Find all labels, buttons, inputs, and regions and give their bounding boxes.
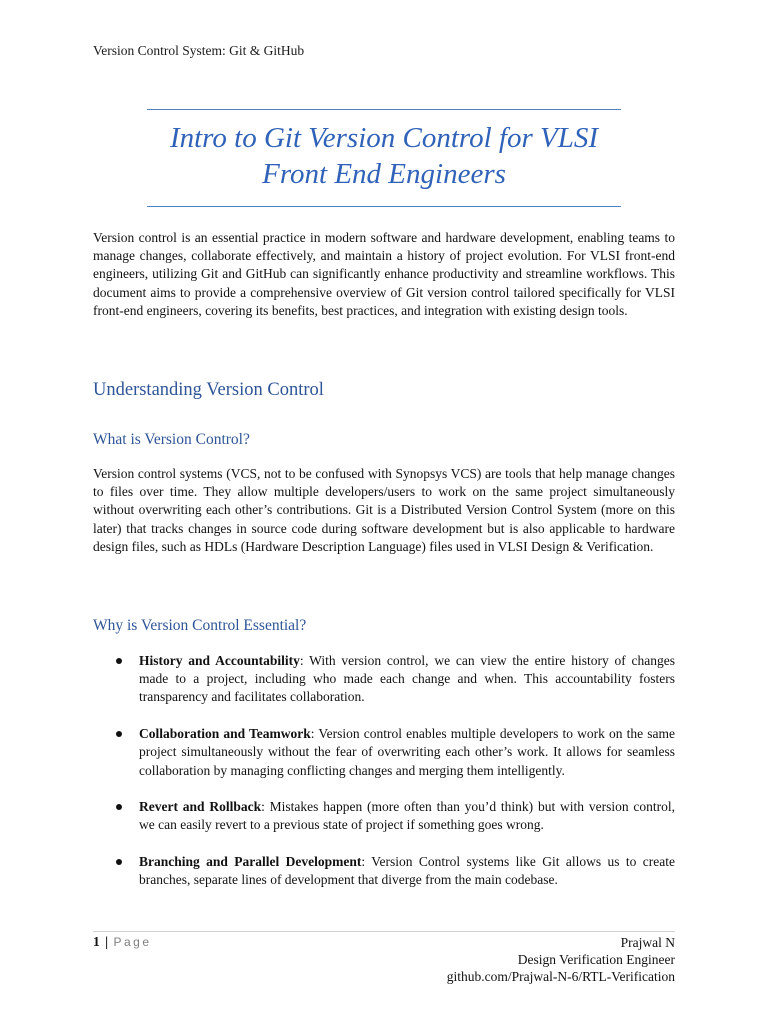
bullet-text: : Version control enables multiple developers to work on the same project simultaneously without the fear of overwriting each other’s work. It allows for seamless collaboration by managing conflicting changes and merging them intelligently. [139, 726, 676, 778]
benefits-list [114, 652, 675, 890]
bullet-icon [116, 859, 122, 865]
document-title [120, 120, 648, 192]
subheading-what-is-version-control: What is Version Control? [93, 431, 250, 448]
document-title-line-2: Front End Engineers [262, 158, 506, 190]
bullet-term: History and Accountability [139, 653, 300, 668]
intro-paragraph: Version control is an essential practice in modern software and hardware development, enabling teams to manage changes, collaborate effectively, and maintain a history of project evolution. For VLSI front-end engineers, utilizing Git and GitHub can significantly enhance productivity and streamline workflows. This document aims to provide a comprehensive overview of Git version control tailored specifically for VLSI front-end engineers, covering its benefits, best practices, and integration with existing design tools. [93, 230, 675, 318]
list-item [114, 853, 675, 889]
list-item [114, 798, 675, 834]
bullet-text: : With version control, we can view the entire history of changes made to a project, including who made each change and when. This accountability fosters transparency and facilitates collaboration. [139, 653, 675, 705]
page-number [93, 934, 152, 950]
bullet-icon [116, 804, 122, 810]
bullet-icon [116, 658, 122, 664]
bullet-text: : Version Control systems like Git allows us to create branches, separate lines of development that diverge from the main codebase. [139, 854, 676, 888]
page-number-value: 1 [93, 934, 100, 949]
bullet-term: Branching and Parallel Development [139, 854, 362, 870]
author-role: Design Verification Engineer [517, 952, 675, 967]
footer-rule [93, 931, 675, 932]
list-item [114, 652, 675, 707]
document-title-line-1: Intro to Git Version Control for VLSI [169, 122, 599, 154]
title-rule-bottom [147, 206, 621, 207]
bullet-text: : Mistakes happen (more often than you’d think) but with version control, we can easily revert to a previous state of project if something goes wrong. [139, 799, 676, 833]
running-header: Version Control System: Git & GitHub [93, 43, 305, 58]
page-number-separator: | [105, 934, 109, 949]
author-link[interactable]: github.com/Prajwal-N-6/RTL-Verification [446, 969, 675, 984]
list-item [114, 725, 675, 780]
author-block [447, 934, 675, 985]
what-is-version-control-paragraph: Version control systems (VCS, not to be confused with Synopsys VCS) are tools that help manage changes to files over time. They allow multiple developers/users to work on the same project simultaneously without overwriting each other’s contributions. Git is a Distributed Version Control System (more on this later) that tracks changes in source code during software development but is also applicable to hardware design files, such as HDLs (Hardware Description Language) files used in VLSI Design & Verification. [93, 466, 675, 554]
title-rule-top [147, 109, 621, 110]
bullet-term: Revert and Rollback [139, 799, 262, 815]
author-name: Prajwal N [620, 935, 675, 950]
bullet-icon [116, 731, 122, 737]
section-heading: Understanding Version Control [93, 380, 324, 400]
bullet-term: Collaboration and Teamwork [139, 726, 311, 742]
page-word: Page [113, 935, 152, 949]
subheading-why-essential: Why is Version Control Essential? [93, 617, 307, 634]
